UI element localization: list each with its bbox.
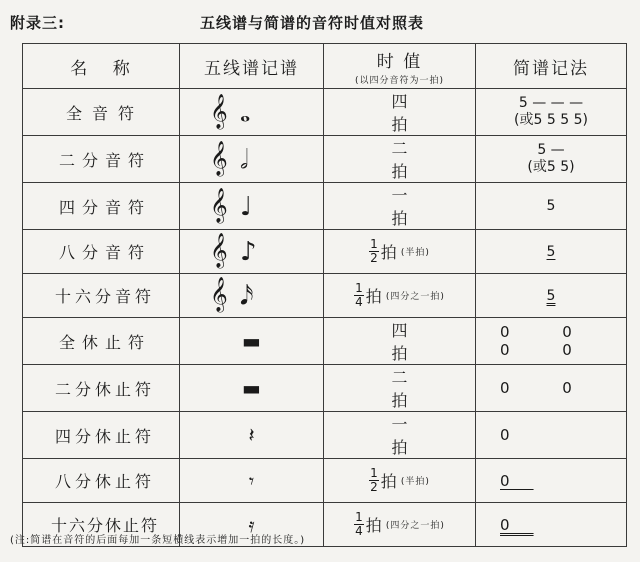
table-row	[23, 274, 627, 318]
row-name: 二分音符	[23, 136, 180, 183]
col-header-name: 名 称	[23, 44, 180, 89]
jianpu-cell: 5	[476, 274, 627, 318]
row-name: 十六分音符	[23, 274, 180, 318]
jianpu-cell: 5 — — — (或5 5 5 5)	[476, 89, 627, 136]
duration-cell: 四 拍	[324, 89, 476, 136]
staff-cell	[180, 230, 324, 274]
row-name: 全音符	[23, 89, 180, 136]
duration-cell: $\frac{1}{4}$ 拍 (四分之一拍)	[324, 503, 476, 547]
sixteenth-rest-icon: 𝄿	[248, 512, 255, 537]
half-rest-icon: ▬	[242, 376, 261, 400]
jianpu-cell: 0 0	[476, 365, 627, 412]
fraction: $\frac{1}{4}$	[355, 510, 363, 538]
col-header-duration: 时 值 (以四分音符为一拍)	[324, 44, 476, 89]
treble-clef-icon: 𝄞	[210, 140, 228, 176]
sixteenth-note-icon: 𝅘𝅥𝅯	[240, 281, 254, 311]
fraction: $\frac{1}{4}$	[355, 281, 363, 309]
jianpu-cell: 5 — (或5 5)	[476, 136, 627, 183]
table-row	[23, 412, 627, 459]
staff-cell	[180, 183, 324, 230]
table-row	[23, 459, 627, 503]
duration-cell: $\frac{1}{4}$ 拍 (四分之一拍)	[324, 274, 476, 318]
table-row	[23, 183, 627, 230]
staff-cell	[180, 136, 324, 183]
row-name: 十六分休止符	[23, 503, 180, 547]
staff-cell	[180, 89, 324, 136]
table-row	[23, 365, 627, 412]
whole-rest-icon: ▬	[242, 329, 261, 353]
appendix-label: 附录三:	[10, 14, 65, 32]
fraction: $\frac{1}{2}$	[370, 466, 378, 494]
duration-cell: 四 拍	[324, 318, 476, 365]
note-duration-table	[22, 43, 627, 547]
row-name: 四分音符	[23, 183, 180, 230]
col-header-duration-sub: (以四分音符为一拍)	[354, 75, 445, 86]
quarter-rest-icon: 𝄽	[248, 423, 255, 447]
table-row	[23, 230, 627, 274]
jianpu-cell: 0	[476, 412, 627, 459]
jianpu-cell: 5	[476, 230, 627, 274]
jianpu-cell: 5	[476, 183, 627, 230]
staff-cell	[180, 459, 324, 503]
row-name: 四分休止符	[23, 412, 180, 459]
row-name: 八分休止符	[23, 459, 180, 503]
duration-cell: $\frac{1}{2}$ 拍 (半拍)	[324, 459, 476, 503]
treble-clef-icon: 𝄞	[210, 187, 228, 223]
eighth-rest-icon: 𝄾	[248, 468, 255, 493]
treble-clef-icon: 𝄞	[210, 233, 228, 268]
eighth-note-icon: ♪	[240, 237, 257, 267]
duration-cell: 一 拍	[324, 183, 476, 230]
table-header-row	[23, 44, 627, 89]
whole-note-icon: 𝅝	[240, 97, 251, 128]
jianpu-cell: 0	[476, 459, 627, 503]
page-header	[0, 0, 640, 40]
col-header-staff: 五线谱记谱	[180, 44, 324, 89]
quarter-note-icon: ♩	[240, 191, 253, 222]
col-header-jianpu: 简谱记法	[476, 44, 627, 89]
staff-cell	[180, 318, 324, 365]
jianpu-cell: 0 0 0 0	[476, 318, 627, 365]
staff-cell	[180, 274, 324, 318]
table-row	[23, 318, 627, 365]
row-name: 八分音符	[23, 230, 180, 274]
staff-cell	[180, 412, 324, 459]
duration-cell: 一 拍	[324, 412, 476, 459]
row-name: 全休止符	[23, 318, 180, 365]
fraction: $\frac{1}{2}$	[370, 237, 378, 265]
staff-cell	[180, 365, 324, 412]
half-note-icon: 𝅗𝅥	[240, 144, 249, 175]
duration-cell: 二 拍	[324, 136, 476, 183]
duration-cell: 二 拍	[324, 365, 476, 412]
footnote: (注:简谱在音符的后面每加一条短横线表示增加一拍的长度。)	[10, 535, 306, 546]
treble-clef-icon: 𝄞	[210, 93, 228, 129]
table-row	[23, 89, 627, 136]
table-row	[23, 136, 627, 183]
jianpu-cell: 0	[476, 503, 627, 547]
row-name: 二分休止符	[23, 365, 180, 412]
duration-cell: $\frac{1}{2}$ 拍 (半拍)	[324, 230, 476, 274]
page-title: 五线谱与简谱的音符时值对照表	[200, 14, 425, 32]
treble-clef-icon: 𝄞	[210, 277, 228, 312]
